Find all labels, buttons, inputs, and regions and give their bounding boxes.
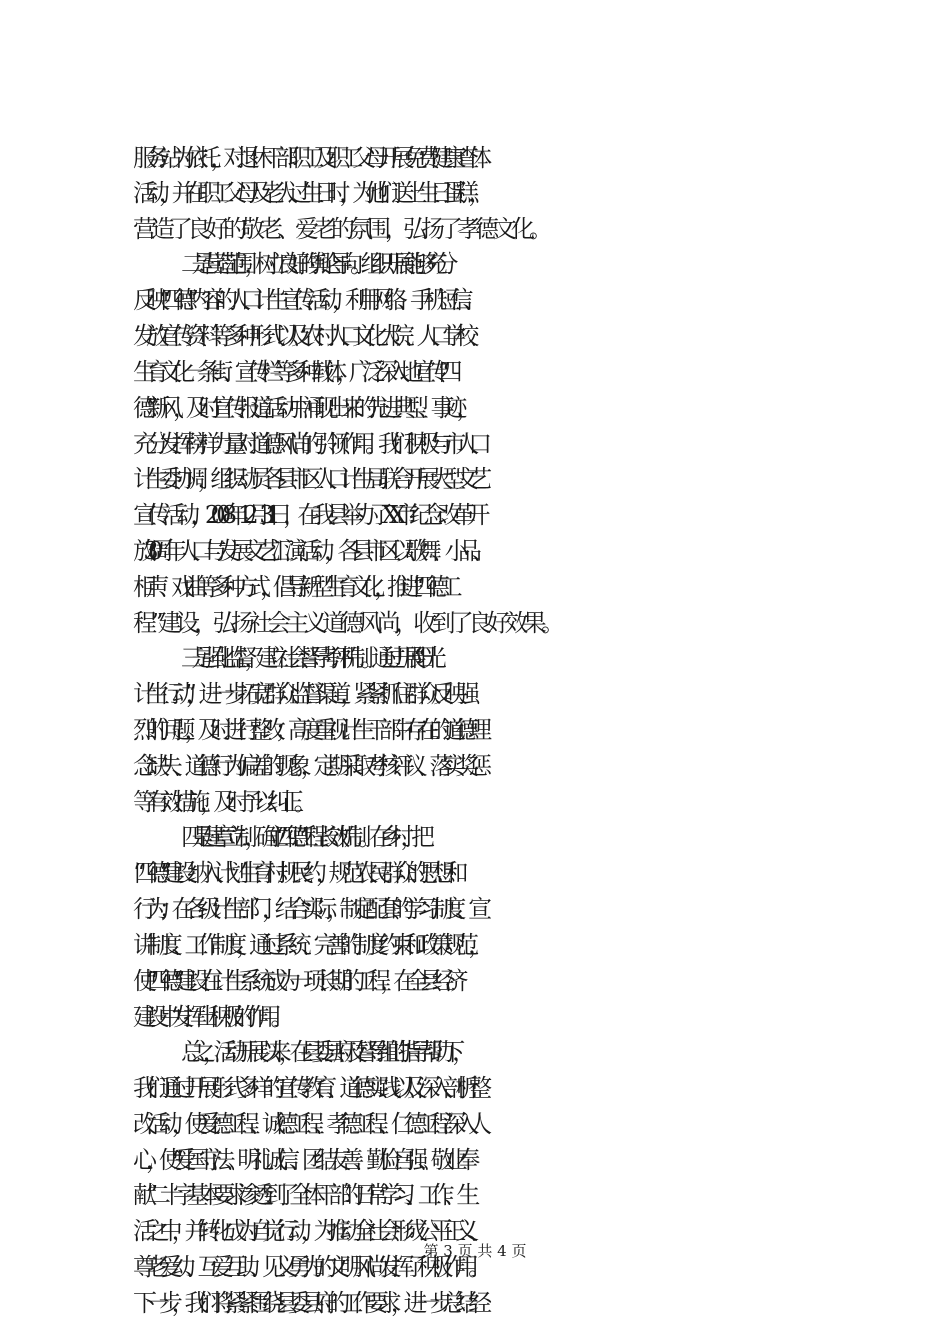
text-line: 下一步，我们将紧紧围绕县委县府的工作要求，进一步总结经	[133, 1289, 481, 1317]
text-line: 三是强化监督，建立社会督导考评机制。通过开展“阳光	[181, 644, 434, 672]
text-line: 德”新风，及时宣传报道活动中涌现出来的先进典型、事迹，	[133, 394, 470, 422]
text-line: 生育文化一条街、宣传栏等多种载体，广泛深入地宣传“四	[133, 358, 452, 386]
text-line: 我们通过开展形式多样的宣传教育、道德实践以及深入剖析整	[133, 1074, 481, 1102]
text-line: 发放宣传资料等多种形式以及农村人口文化大院、人口学校、	[133, 322, 481, 350]
text-line: 相声、戏曲等多种方式，倡导新型生育文化，推进“四德工	[133, 573, 452, 601]
text-line: 烈的问题，及时进行整改；高度重视计生干部中存在的道德理	[133, 716, 481, 744]
page-footer: 第 3 页 共 4 页	[423, 1242, 527, 1260]
text-line: 服务站为依托，对退休干部职工及职工父母开展免费健康查体	[133, 144, 481, 172]
text-line: 程”建设，弘扬社会主义道德风尚，收到了良好效果。	[133, 609, 560, 637]
text-line: 尊老爱幼、互爱互助、见义勇为的文明风尚发挥了积极作用。	[133, 1253, 481, 1281]
text-line: 充分发挥榜样力量对道德风尚的引领作用。我们积极与市人口	[133, 430, 481, 458]
text-line: 活之中，并转化成为自觉行动，为推动全社会形成公平正义、	[133, 1217, 481, 1245]
text-line: “四德”建设纳入计划生育村规民约，规范农民群众的思想和	[133, 859, 458, 887]
text-line: 放 30 周年人口与发展文艺汇演活动，各县市区以歌舞、小品、	[133, 537, 485, 565]
text-line: 计生委协调，组织动员各县市区人口计生局联合开展大型文艺	[133, 465, 481, 493]
text-line: 总之，活动开展以来，在县委县府及督导组的指导帮助下，	[181, 1038, 463, 1066]
text-line: 反映“四德”内容的人口计生宣传活动，利用网络、手机短信、	[133, 286, 476, 314]
text-line: 二是营造范围，树立良好的舆论导向。组织开展能够充分	[181, 250, 445, 278]
text-line: 行为；在各级计生部门，结合实际，制定配套的学习制度、宣	[133, 895, 481, 923]
text-line: 心，使“爱国守法、明礼诚信、团结友善、勤俭自强、敬业奉	[133, 1146, 470, 1174]
text-line: 宣传活动，2008 年 12 月 31 日，在我县举办了 XX 市纪念改革开	[133, 501, 481, 529]
text-line: 活动，并在职工父母及老人过生日时，为他们送上生日蛋糕，	[133, 179, 481, 207]
text-line: 计生行动”，进一步拓宽群众监督渠道，紧紧抓住群众反映强	[133, 680, 470, 708]
text-line: 四是建章立制，确立“四德”工程长效机制。在乡村，把	[181, 823, 422, 851]
text-line: 使“四德”建设在计生系统成为一项长期的工程，在全县经济	[133, 967, 458, 995]
text-line: 讲制度、工作制度，通过系统、完善的制度约束和政策规范，	[133, 931, 481, 959]
text-line: 献”二十字基本要求渗透到了全体干部的日常学习、工作、生	[133, 1181, 470, 1209]
text-line: 改活动，使爱德工程、诚德工程、孝德工程、仁德工程深入人	[133, 1110, 481, 1138]
text-line: 等有效措施，及时予以纠正。	[133, 788, 307, 816]
text-line: 营造了良好的敬老、爱老的氛围，弘扬了孝德文化。	[133, 215, 547, 243]
text-line: 念缺失、道德行为偏差的现象，定期采取考核评议、落实奖惩	[133, 752, 481, 780]
text-line: 建设中发挥出积极的作用。	[133, 1003, 283, 1031]
